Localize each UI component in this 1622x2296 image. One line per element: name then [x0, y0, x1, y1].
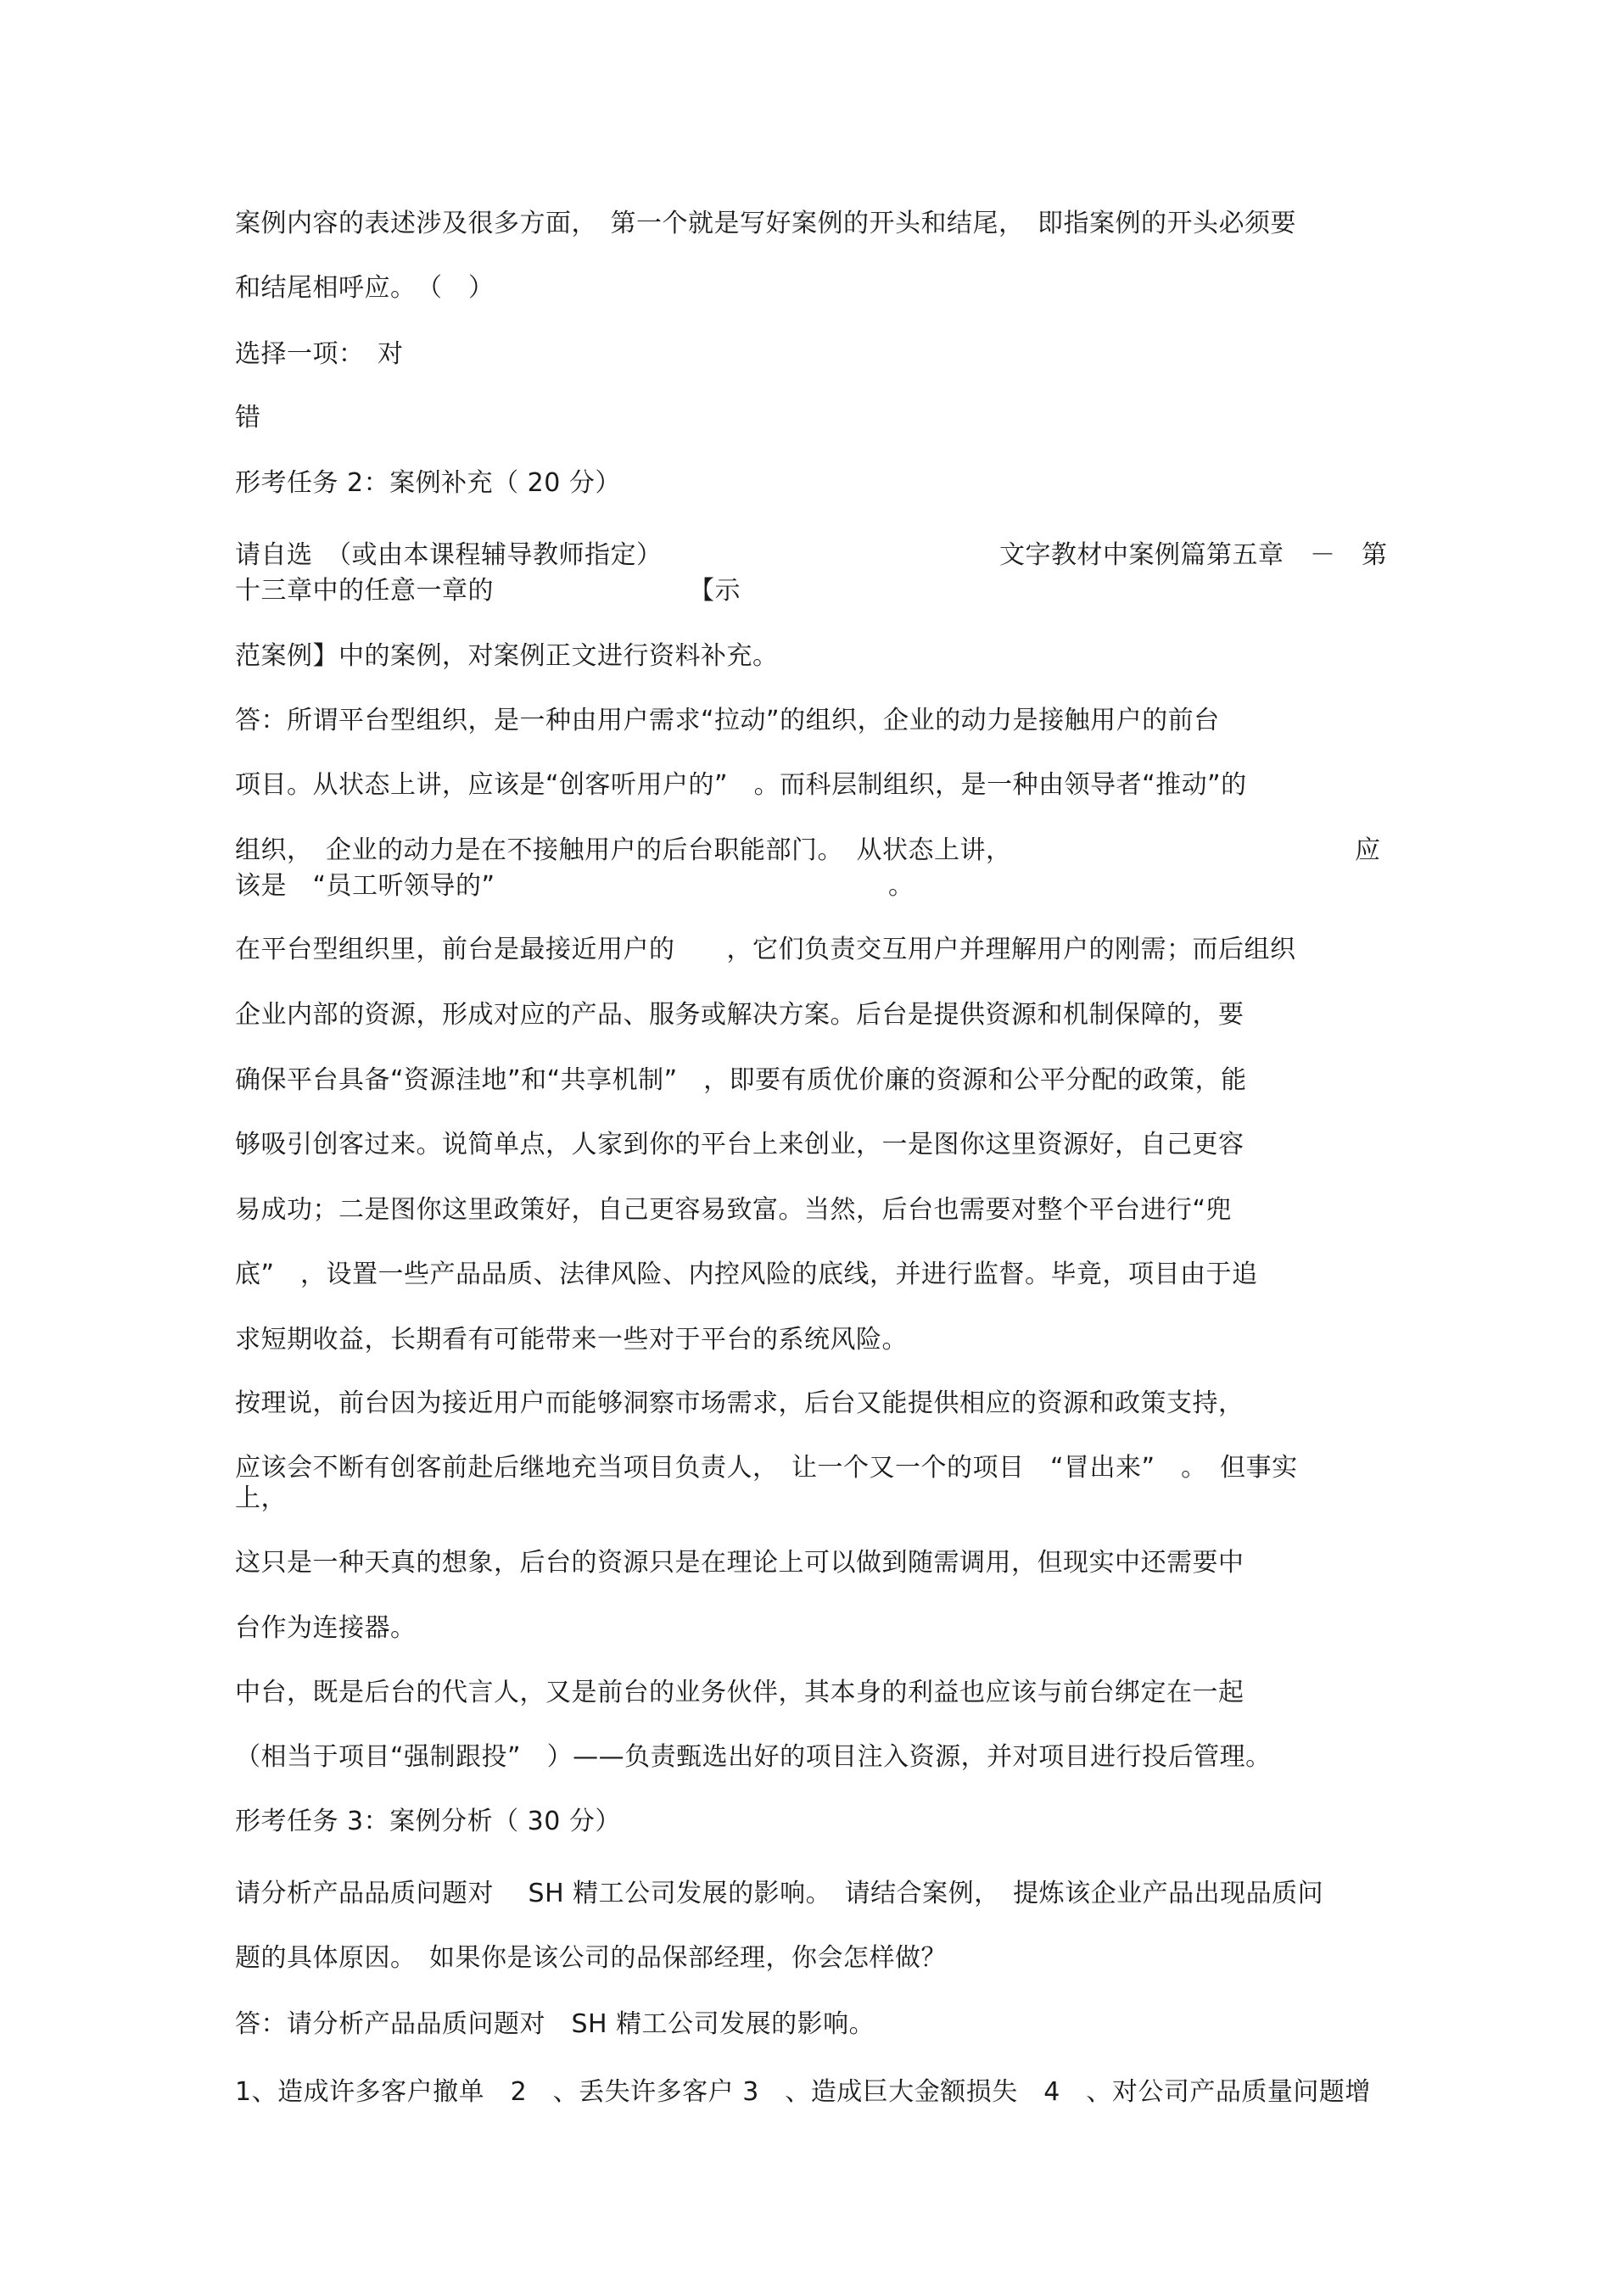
- paragraph-3-line-1: 按理说，前台因为接近用户而能够洞察市场需求，后台又能提供相应的资源和政策支持，: [235, 1388, 1244, 1418]
- paragraph-3-line-3: 这只是一种天真的想象，后台的资源只是在理论上可以做到随需调用，但现实中还需要中: [235, 1548, 1244, 1578]
- task-2-instruction-left: 请自选 （或由本课程辅导教师指定）: [235, 540, 663, 570]
- paragraph-3-line-2-cont: 上，: [235, 1483, 287, 1513]
- question-text-line-2: 和结尾相呼应。 （ ）: [235, 273, 495, 303]
- answer-line-3-left: 组织， 企业的动力是在不接触用户的后台职能部门。 从状态上讲，: [235, 835, 1012, 865]
- answer-line-4-period: 。: [888, 871, 914, 901]
- paragraph-3-line-4: 台作为连接器。: [235, 1613, 417, 1643]
- paragraph-2-line-7: 求短期收益，长期看有可能带来一些对于平台的系统风险。: [235, 1325, 908, 1355]
- paragraph-2-line-5: 易成功；二是图你这里政策好，自己更容易致富。当然，后台也需要对整个平台进行“兜: [235, 1195, 1233, 1225]
- answer-line-4-left: 该是 “员工听领导的”: [235, 871, 495, 901]
- task-3-instruction-line-2: 题的具体原因。 如果你是该公司的品保部经理，你会怎样做？: [235, 1943, 947, 1973]
- task-3-answer-line-1: 答：请分析产品品质问题对 SH 精工公司发展的影响。: [235, 2009, 875, 2039]
- task-2-instruction-line-2: 十三章中的任意一章的: [235, 576, 494, 606]
- task-3-instruction-line-1: 请分析产品品质问题对 SH 精工公司发展的影响。 请结合案例， 提炼该企业产品出现品质问: [235, 1879, 1324, 1908]
- task-3-heading: 形考任务 3：案例分析（ 30 分）: [235, 1807, 621, 1836]
- paragraph-3-line-2: 应该会不断有创客前赴后继地充当项目负责人， 让一个又一个的项目 “冒出来” 。 但事实: [235, 1453, 1298, 1483]
- task-2-heading: 形考任务 2：案例补充（ 20 分）: [235, 468, 621, 498]
- question-text-line-1: 案例内容的表述涉及很多方面， 第一个就是写好案例的开头和结尾， 即指案例的开头必须要: [235, 209, 1296, 238]
- task-2-instruction-right: 文字教材中案例篇第五章 － 第: [999, 540, 1388, 570]
- task-2-instruction-bracket: 【示: [689, 576, 741, 606]
- paragraph-4-line-2: （相当于项目“强制跟投” ）——负责甄选出好的项目注入资源，并对项目进行投后管理。: [235, 1742, 1272, 1772]
- paragraph-2-line-4: 够吸引创客过来。说简单点，人家到你的平台上来创业，一是图你这里资源好，自己更容: [235, 1130, 1244, 1159]
- choice-option-wrong: 错: [235, 403, 261, 433]
- paragraph-2-line-3: 确保平台具备“资源洼地”和“共享机制” ，即要有质优价廉的资源和公平分配的政策，能: [235, 1065, 1247, 1095]
- answer-line-2: 项目。从状态上讲，应该是“创客听用户的” 。而科层制组织，是一种由领导者“推动”的: [235, 770, 1247, 800]
- answer-line-1: 答：所谓平台型组织，是一种由用户需求“拉动”的组织，企业的动力是接触用户的前台: [235, 706, 1220, 735]
- answer-line-3-right: 应: [1355, 835, 1381, 865]
- task-3-answer-line-2: 1、造成许多客户撤单 2 、丢失许多客户 3 、造成巨大金额损失 4 、对公司产品质量问题增: [235, 2077, 1371, 2107]
- task-2-instruction-line-3: 范案例】中的案例，对案例正文进行资料补充。: [235, 641, 779, 671]
- paragraph-2-line-6: 底” ，设置一些产品品质、法律风险、内控风险的底线，并进行监督。毕竟，项目由于追: [235, 1260, 1258, 1289]
- choice-prompt: 选择一项： 对: [235, 339, 404, 369]
- paragraph-2-line-2: 企业内部的资源，形成对应的产品、服务或解决方案。后台是提供资源和机制保障的，要: [235, 1000, 1244, 1030]
- paragraph-2-line-1: 在平台型组织里，前台是最接近用户的 ，它们负责交互用户并理解用户的刚需；而后组织: [235, 935, 1296, 964]
- paragraph-4-line-1: 中台，既是后台的代言人，又是前台的业务伙伴，其本身的利益也应该与前台绑定在一起: [235, 1678, 1244, 1707]
